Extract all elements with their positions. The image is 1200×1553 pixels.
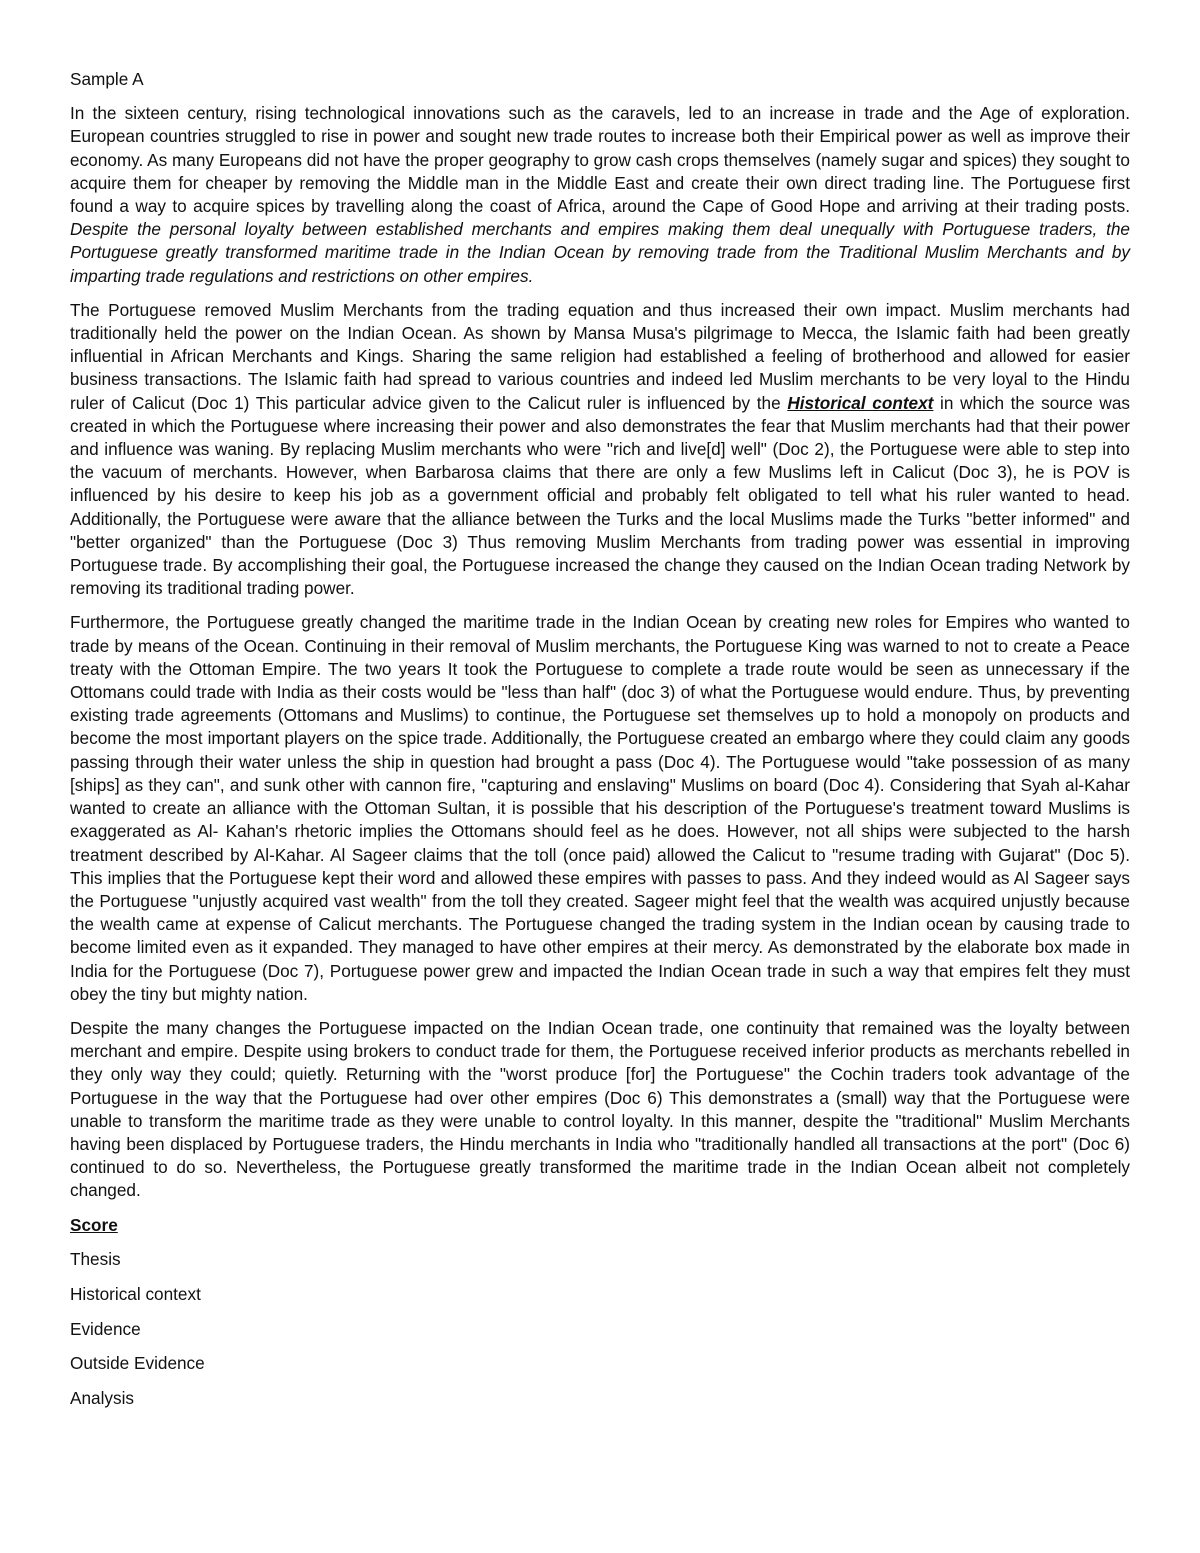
intro-paragraph	[70, 102, 1130, 288]
body-paragraph-1	[70, 299, 1130, 601]
score-item-evidence: Evidence	[70, 1318, 141, 1339]
thesis-statement: Despite the personal loyalty between established merchants and empires making them deal unequally with Portuguese traders, the Portuguese greatly transformed maritime trade in the Indian Ocean by removing trade from the Traditional Muslim Merchants and by imparting trade regulations and restrictions on other empires.	[70, 219, 1130, 286]
body-paragraph-3: Despite the many changes the Portuguese impacted on the Indian Ocean trade, one continuity that remained was the loyalty between merchant and empire. Despite using brokers to conduct trade for them, the Portuguese received inferior products as merchants rebelled in they only way they could; quietly. Returning with the "worst produce [for] the Portuguese" the Cochin traders took advantage of the Portuguese in the way that the Portuguese had over other empires (Doc 6) This demonstrates a (small) way that the Portuguese were unable to transform the maritime trade as they were unable to control loyalty. In this manner, despite the "traditional" Muslim Merchants having been displaced by Portuguese traders, the Hindu merchants in India who "traditionally handled all transactions at the port" (Doc 6) continued to do so. Nevertheless, the Portuguese greatly transformed the maritime trade in the Indian Ocean albeit not completely changed.	[70, 1017, 1130, 1201]
score-item-historical-context: Historical context	[70, 1283, 201, 1304]
historical-context-label: Historical context	[787, 392, 934, 413]
document-page	[70, 68, 1130, 1422]
intro-text: In the sixteen century, rising technological innovations such as the caravels, led to an increase in trade and the Age of exploration. European countries struggled to rise in power and sought new trade routes to increase both their Empirical power as well as improve their economy. As many Europeans did not have the proper geography to grow cash crops themselves (namely sugar and spices) they sought to acquire them for cheaper by removing the Middle man in the Middle East and create their own direct trading line. The Portuguese first found a way to acquire spices by travelling along the coast of Africa, around the Cape of Good Hope and arriving at their trading posts.	[70, 103, 1130, 217]
score-heading: Score	[70, 1214, 118, 1235]
body-paragraph-1-text-b: in which the source was created in which the Portuguese where increasing their power and also demonstrates the fear that Muslim merchants had that their power and influence was waning. By replacing Muslim merchants who were "rich and live[d] well" (Doc 2), the Portuguese were able to step into the vacuum of merchants. However, when Barbarosa claims that there are only a few Muslims left in Calicut (Doc 3), he is POV is influenced by his desire to keep his job as a government official and probably felt obligated to tell what his ruler wanted to head. Additionally, the Portuguese were aware that the alliance between the Turks and the local Muslims made the Turks "better informed" and "better organized" than the Portuguese (Doc 3) Thus removing Muslim Merchants from trading power was essential in improving Portuguese trade. By accomplishing their goal, the Portuguese increased the change they caused on the Indian Ocean trading Network by removing its traditional trading power.	[70, 392, 1130, 599]
body-paragraph-1-text-a: The Portuguese removed Muslim Merchants from the trading equation and thus increased their own impact. Muslim merchants had traditionally held the power on the Indian Ocean. As shown by Mansa Musa's pilgrimage to Mecca, the Islamic faith had been greatly influential in African Merchants and Kings. Sharing the same religion had established a feeling of brotherhood and allowed for easier business transactions. The Islamic faith had spread to various countries and indeed led Muslim merchants to be very loyal to the Hindu ruler of Calicut (Doc 1) This particular advice given to the Calicut ruler is influenced by the	[70, 299, 1130, 413]
score-item-outside-evidence: Outside Evidence	[70, 1353, 205, 1374]
score-item-thesis: Thesis	[70, 1248, 121, 1269]
body-paragraph-2: Furthermore, the Portuguese greatly changed the maritime trade in the Indian Ocean by creating new roles for Empires who wanted to trade by means of the Ocean. Continuing in their removal of Muslim merchants, the Portuguese King was warned to not to create a Peace treaty with the Ottoman Empire. The two years It took the Portuguese to complete a trade route would be seen as unnecessary if the Ottomans could trade with India as their costs would be "less than half" (doc 3) of what the Portuguese would endure. Thus, by preventing existing trade agreements (Ottomans and Muslims) to continue, the Portuguese set themselves up to hold a monopoly on products and become the most important players on the spice trade. Additionally, the Portuguese created an embargo where they could claim any goods passing through their water unless the ship in question had brought a pass (Doc 4). The Portuguese would "take possession of as many [ships] as they can", and sunk other with cannon fire, "capturing and enslaving" Muslims on board (Doc 4). Considering that Syah al-Kahar wanted to create an alliance with the Ottoman Sultan, it is possible that his description of the Portuguese's treatment toward Muslims is exaggerated as Al- Kahan's rhetoric implies the Ottomans should feel as he does. However, not all ships were subjected to the harsh treatment described by Al-Kahar. Al Sageer claims that the toll (once paid) allowed the Calicut to "resume trading with Gujarat" (Doc 5). This implies that the Portuguese kept their word and allowed these empires with passes to pass. And they indeed would as Al Sageer says the Portuguese "unjustly acquired vast wealth" from the toll they created. Sageer might feel that the wealth was acquired unjustly because the wealth came at expense of Calicut merchants. The Portuguese changed the trading system in the Indian ocean by causing trade to become limited even as it expanded. They managed to have other empires at their mercy. As demonstrated by the elaborate box made in India for the Portuguese (Doc 7), Portuguese power grew and impacted the Indian Ocean trade in such a way that empires felt they must obey the tiny but mighty nation.	[70, 612, 1130, 1004]
score-item-analysis: Analysis	[70, 1388, 134, 1409]
document-title: Sample A	[70, 69, 144, 89]
